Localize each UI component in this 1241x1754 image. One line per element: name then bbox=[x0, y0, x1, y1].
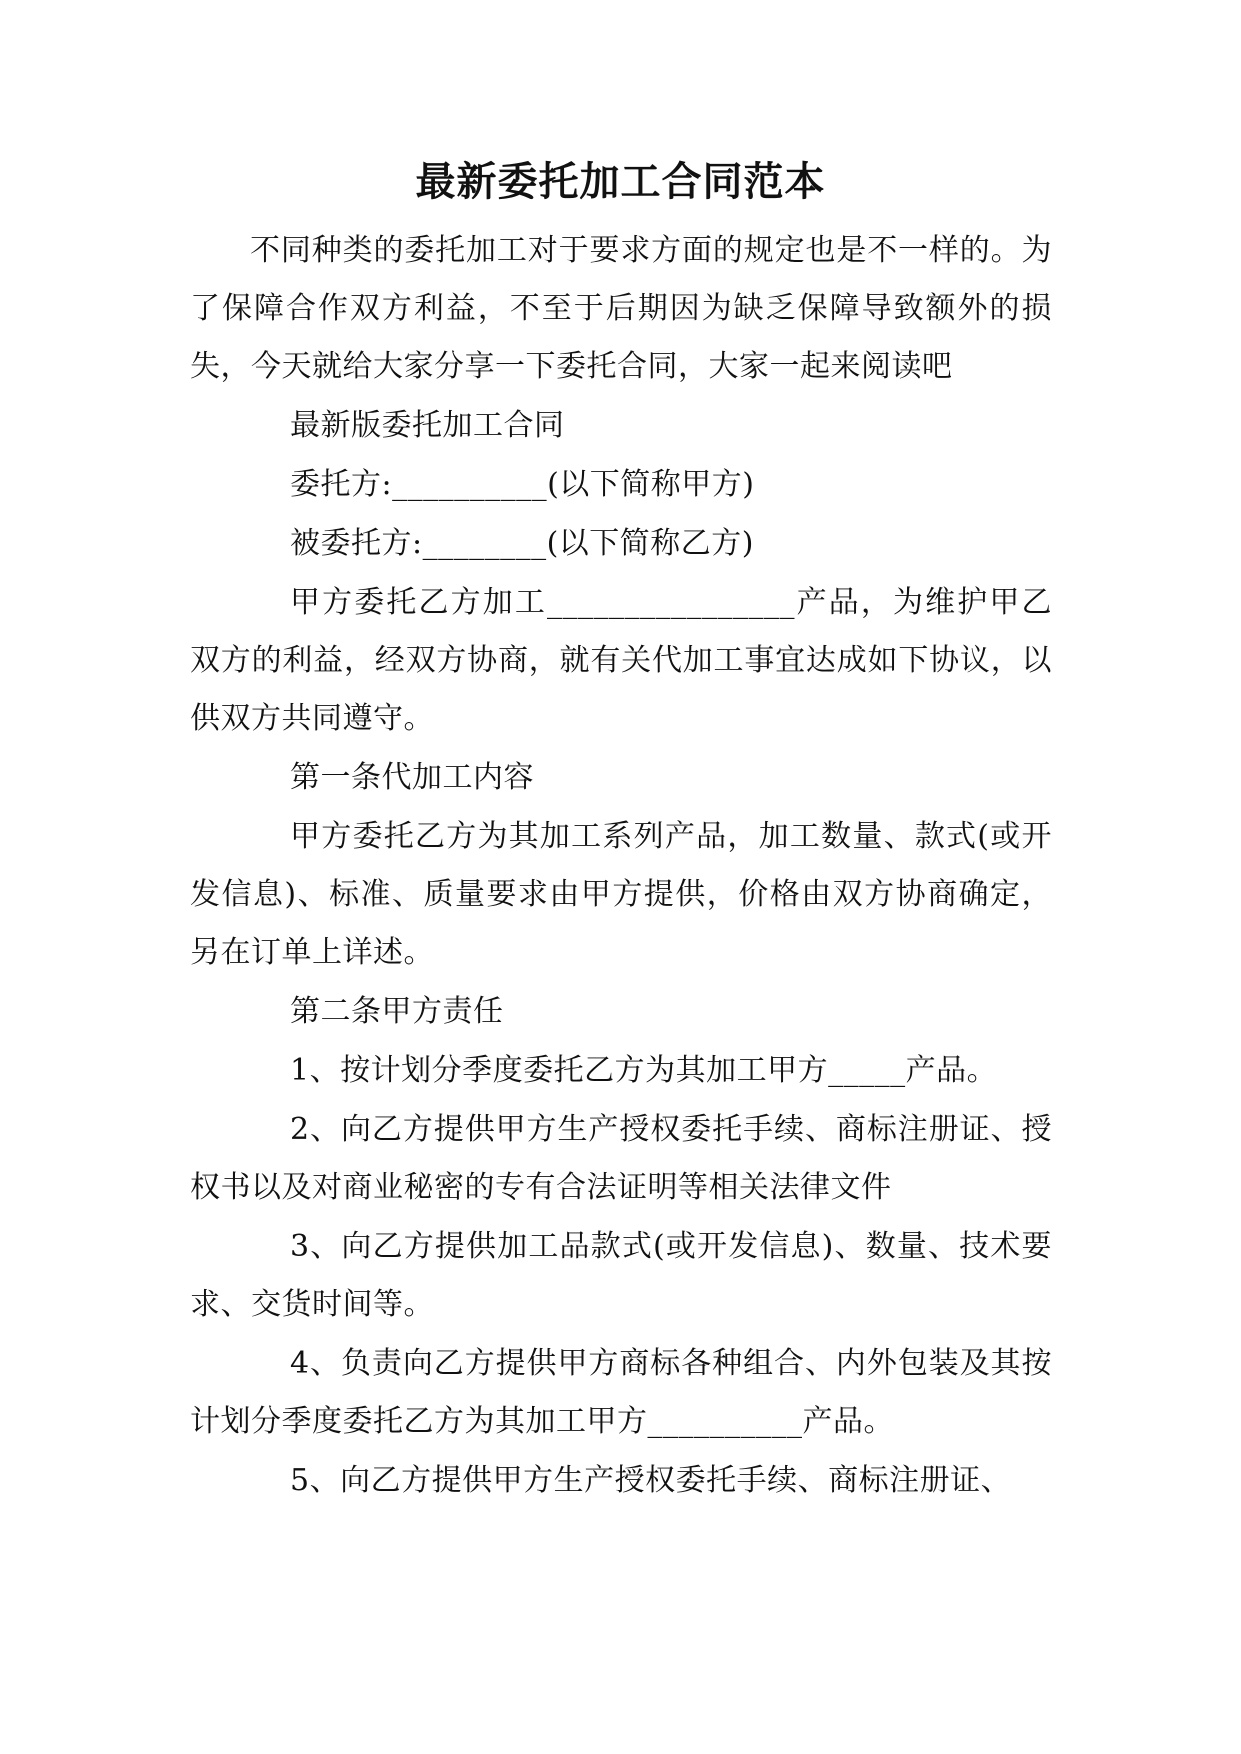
clause-1: 1、按计划分季度委托乙方为其加工甲方_____产品。 bbox=[290, 1053, 998, 1088]
article-2-heading: 第二条甲方责任 bbox=[290, 994, 504, 1029]
preamble-paragraph: 甲方委托乙方加工________________产品，为维护甲乙双方的利益，经双方协商，就有关代加工事宜达成如下协议，以供双方共同遵守。 bbox=[190, 585, 1052, 736]
clause-3: 3、向乙方提供加工品款式(或开发信息)、数量、技术要求、交货时间等。 bbox=[190, 1229, 1052, 1322]
clause-2: 2、向乙方提供甲方生产授权委托手续、商标注册证、授权书以及对商业秘密的专有合法证明等相关法律文件 bbox=[190, 1112, 1052, 1205]
client-line: 委托方:__________(以下简称甲方) bbox=[290, 467, 755, 502]
contractor-line: 被委托方:________(以下简称乙方) bbox=[290, 526, 755, 561]
clause-5: 5、向乙方提供甲方生产授权委托手续、商标注册证、 bbox=[290, 1463, 1012, 1498]
document-body bbox=[190, 222, 1052, 1510]
contract-heading: 最新版委托加工合同 bbox=[290, 408, 565, 443]
document-title: 最新委托加工合同范本 bbox=[415, 158, 826, 205]
clause-4: 4、负责向乙方提供甲方商标各种组合、内外包装及其按计划分季度委托乙方为其加工甲方__________产品。 bbox=[190, 1346, 1052, 1439]
intro-paragraph: 不同种类的委托加工对于要求方面的规定也是不一样的。为了保障合作双方利益，不至于后期因为缺乏保障导致额外的损失，今天就给大家分享一下委托合同，大家一起来阅读吧 bbox=[190, 233, 1052, 384]
article-1-heading: 第一条代加工内容 bbox=[290, 760, 534, 795]
article-1-content: 甲方委托乙方为其加工系列产品，加工数量、款式(或开发信息)、标准、质量要求由甲方提供，价格由双方协商确定，另在订单上详述。 bbox=[190, 819, 1052, 970]
